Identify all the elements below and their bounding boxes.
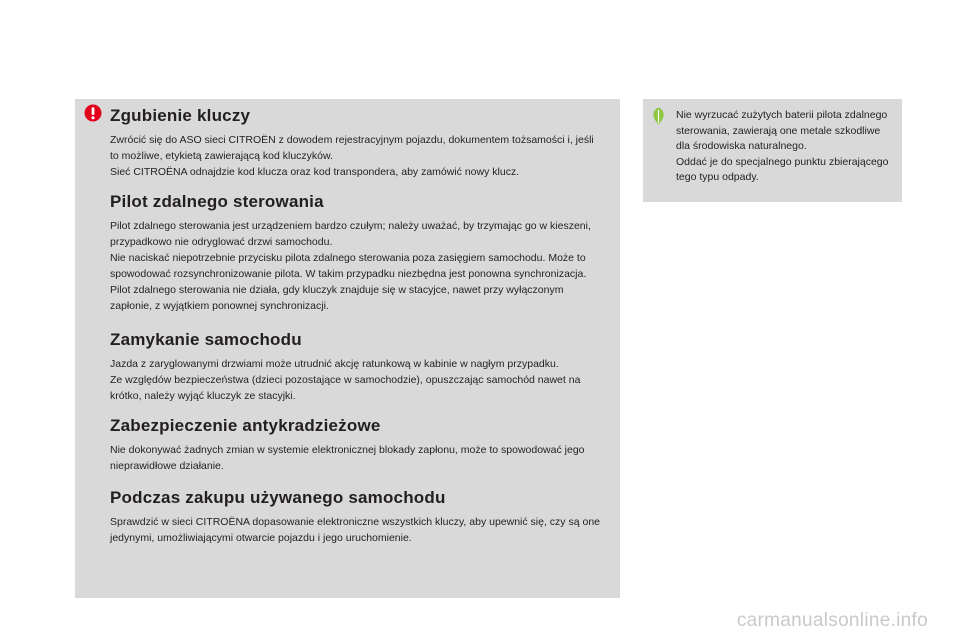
paragraph: Pilot zdalnego sterowania jest urządzeniem bardzo czułym; należy uważać, by trzymając go w kieszeni, przypadkowo nie odryglować drzwi samochodu. [110,220,591,248]
paragraph: Nie naciskać niepotrzebnie przycisku pilota zdalnego sterowania poza zasięgiem samochodu. Może to spowodować rozsynchronizowanie pilota. W takim przypadku niezbędna jest ponowna synchronizacja. [110,252,587,280]
paragraph: Sieć CITROËNA odnajdzie kod klucza oraz kod transpondera, aby zamówić nowy klucz. [110,166,520,178]
paragraph: Nie wyrzucać zużytych baterii pilota zdalnego sterowania, zawierają one metale szkodliwe dla środowiska naturalnego. [676,109,888,152]
section-lost-keys [110,104,605,180]
section-anti-theft [110,414,605,474]
paragraph: Zwrócić się do ASO sieci CITROËN z dowodem rejestracyjnym pojazdu, dokumentem tożsamości i, jeśli to możliwe, etykietą zawierającą kod kluczyków. [110,134,594,162]
section-title: Podczas zakupu używanego samochodu [110,488,446,507]
warning-exclamation-icon [84,104,102,122]
section-title: Zabezpieczenie antykradzieżowe [110,416,381,435]
paragraph: Oddać je do specjalnego punktu zbierającego tego typu odpady. [676,155,889,183]
section-remote-control [110,190,605,314]
section-text [110,514,605,546]
section-locking-vehicle [110,328,605,404]
section-text [110,356,605,404]
section-text [110,132,605,180]
environment-note-text [676,108,896,186]
paragraph: Pilot zdalnego sterowania nie działa, gdy kluczyk znajduje się w stacyjce, nawet przy wyłączonym zapłonie, z wyjątkiem ponownej synchronizacji. [110,284,564,312]
section-used-vehicle [110,486,605,546]
paragraph: Jazda z zaryglowanymi drzwiami może utrudnić akcję ratunkową w kabinie w nagłym przypadku. [110,358,559,370]
main-content [110,104,605,546]
watermark: carmanualsonline.info [736,610,928,631]
paragraph: Nie dokonywać żadnych zmian w systemie elektronicznej blokady zapłonu, może to spowodować jego nieprawidłowe działanie. [110,444,585,472]
section-title: Zamykanie samochodu [110,330,302,349]
paragraph: Sprawdzić w sieci CITROËNA dopasowanie elektroniczne wszystkich kluczy, aby upewnić się, czy są one jedynymi, umożliwiającymi otwarcie pojazdu i jego uruchomienie. [110,516,601,544]
section-title: Pilot zdalnego sterowania [110,192,324,211]
section-text [110,442,605,474]
paragraph: Ze względów bezpieczeństwa (dzieci pozostające w samochodzie), opuszczając samochód nawet na krótko, należy wyjąć kluczyk ze stacyjki. [110,374,581,402]
section-text [110,218,605,314]
leaf-icon [650,107,667,125]
section-title: Zgubienie kluczy [110,106,251,125]
